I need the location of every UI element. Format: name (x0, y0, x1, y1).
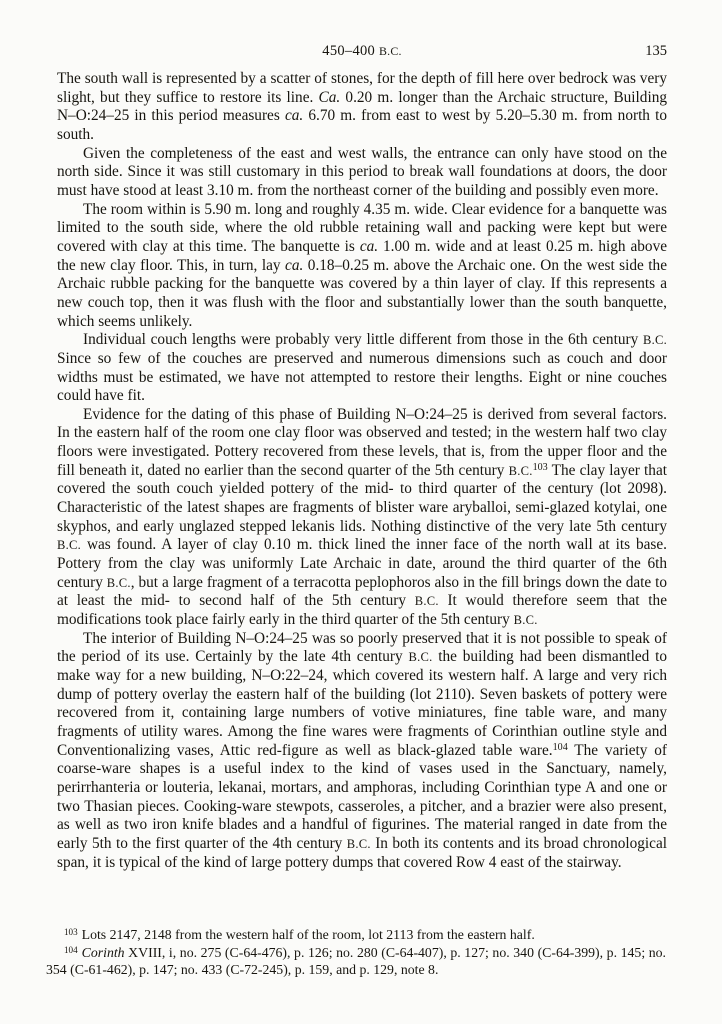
running-head (57, 43, 667, 63)
text-segment: The interior of Building N–O:24–25 was so poorly preserved that it is not possible to speak of the period of its use. Certainly by the late 4th century (57, 629, 667, 666)
text-segment: Given the completeness of the east and west walls, the entrance can only have stood on the north side. Since it was still customary in this period to break wall foundations at doors, the door must have stood at least 3.10 m. from the northeast corner of the building and possibly even more. (57, 144, 667, 199)
footnote-number: 103 (64, 926, 78, 937)
text-segment: ca. (285, 256, 304, 274)
footnote-number: 104 (64, 944, 78, 955)
text-segment: The clay layer that covered the south couch yielded pottery of the mid- to third quarter of the century (lot 2098). Characteristic of the latest shapes are fragments of blister ware aryballoi, semi-glazed kotylai, one skyphos, and early unglazed stepped lekanis lids. Nothing distinctive of the very late 5th century (57, 461, 667, 535)
paragraph (57, 201, 667, 332)
text-segment: It would therefore seem that the modifications took place fairly early in the third quarter of the 5th century (57, 592, 667, 629)
body-text (57, 70, 667, 872)
page-number: 135 (645, 43, 667, 59)
footnote-104 (46, 944, 666, 979)
text-segment: Corinth (81, 944, 125, 960)
text-segment: B.C. (346, 836, 371, 851)
text-segment: the building had been dismantled to make way for a new building, N–O:22–24, which covered its western half. A large and very rich dump of pottery overlay the eastern half of the building (lot 2110). Seven baskets of pottery were recovered from it, containing large numbers of votive miniatures, fine table ware, and many fragments of utility wares. Among the fine wares were fragments of Corinthian outline style and Conventionalizing vases, Attic red-figure as well as black-glazed table ware. (57, 648, 667, 759)
text-segment: B.C. (408, 650, 433, 665)
text-segment: In both its contents and its broad chronological span, it is typical of the kind of large pottery dumps that covered Row 4 east of the stairway. (57, 834, 668, 871)
text-segment: Since so few of the couches are preserved and numerous dimensions such as couch and door widths must be estimated, we have not attempted to restore their lengths. Eight or nine couches could have fit. (57, 349, 667, 405)
paragraph (57, 70, 667, 145)
text-segment: 450–400 (322, 43, 379, 59)
text-segment: 0.20 m. longer than the Archaic structure, Building N–O:24–25 in this period measures (57, 88, 668, 125)
text-segment: ca. (284, 107, 304, 125)
text-segment: B.C. (508, 463, 533, 478)
text-segment: Evidence for the dating of this phase of Building N–O:24–25 is derived from several factors. In the eastern half of the room one clay floor was observed and tested; in the western half two clay floors were investigated. Pottery recovered from these levels, that is, from the upper floor and the fill beneath it, dated no earlier than the second quarter of the 5th century (57, 405, 667, 479)
footnote-reference: 104 (552, 742, 568, 754)
text-segment: 1.00 m. wide and at least 0.25 m. high above the new clay floor. This, in turn, lay (57, 237, 668, 274)
text-segment: B.C. (414, 594, 439, 609)
footnote-103 (46, 926, 666, 944)
running-head-title (57, 43, 667, 60)
text-segment: , but a large fragment of a terracotta peplophoros also in the fill brings down the date to at least the mid- to second half of the 5th century (57, 573, 668, 610)
text-segment: B.C. (378, 44, 402, 58)
text-segment: The room within is 5.90 m. long and roughly 4.35 m. wide. Clear evidence for a banquette was limited to the south side, where the old rubble retaining wall and packing were kept but were covered with clay at this time. The banquette is (57, 200, 667, 255)
text-segment: Lots 2147, 2148 from the western half of the room, lot 2113 from the eastern half. (81, 927, 535, 942)
text-segment: ca. (359, 237, 379, 255)
text-segment: B.C. (643, 333, 667, 348)
text-segment: 6.70 m. from east to west by 5.20–5.30 m. from north to south. (57, 107, 668, 143)
text-segment: 0.18–0.25 m. above the Archaic one. On the west side the Archaic rubble packing for the banquette was covered by a thin layer of clay. If this represents a new couch top, then it was flush with the floor and substantially lower than the south banquette, which seems unlikely. (57, 256, 667, 330)
text-segment: B.C. (513, 613, 538, 628)
text-segment: XVIII, i, no. 275 (C-64-476), p. 126; no. 280 (C-64-407), p. 127; no. 340 (C-64-399), p. 145; no. 354 (C-61-462), p. 147; no. 433 (C-72-245), p. 159, and p. 129, note 8. (46, 944, 666, 978)
paragraph (57, 630, 667, 873)
paragraph (57, 406, 667, 630)
text-segment: Individual couch lengths were probably very little different from those in the 6th century (83, 331, 643, 349)
text-segment: B.C. (57, 538, 81, 553)
footnotes (46, 926, 666, 979)
paragraph (57, 145, 667, 201)
text-segment: The variety of coarse-ware shapes is a useful index to the kind of vases used in the Sanctuary, namely, perirrhanteria or louteria, lekanai, mortars, and amphoras, including Corinthian type A and one or two Thasian pieces. Cooking-ware stewpots, casseroles, a pitcher, and a brazier were also present, as well as two iron knife blades and a handful of figurines. The material ranged in date from the early 5th to the first quarter of the 4th century (57, 741, 667, 852)
paragraph (57, 331, 667, 406)
text-segment: The south wall is represented by a scatter of stones, for the depth of fill here over bedrock was very slight, but they suffice to restore its line. (57, 70, 667, 106)
text-segment: Ca. (318, 88, 341, 106)
text-segment: B.C. (106, 575, 131, 590)
footnote-reference: 103 (532, 462, 548, 474)
text-segment: was found. A layer of clay 0.10 m. thick lined the inner face of the north wall at its base. Pottery from the clay was uniformly Late Archaic in date, around the third quarter of the 6th century (57, 536, 667, 591)
